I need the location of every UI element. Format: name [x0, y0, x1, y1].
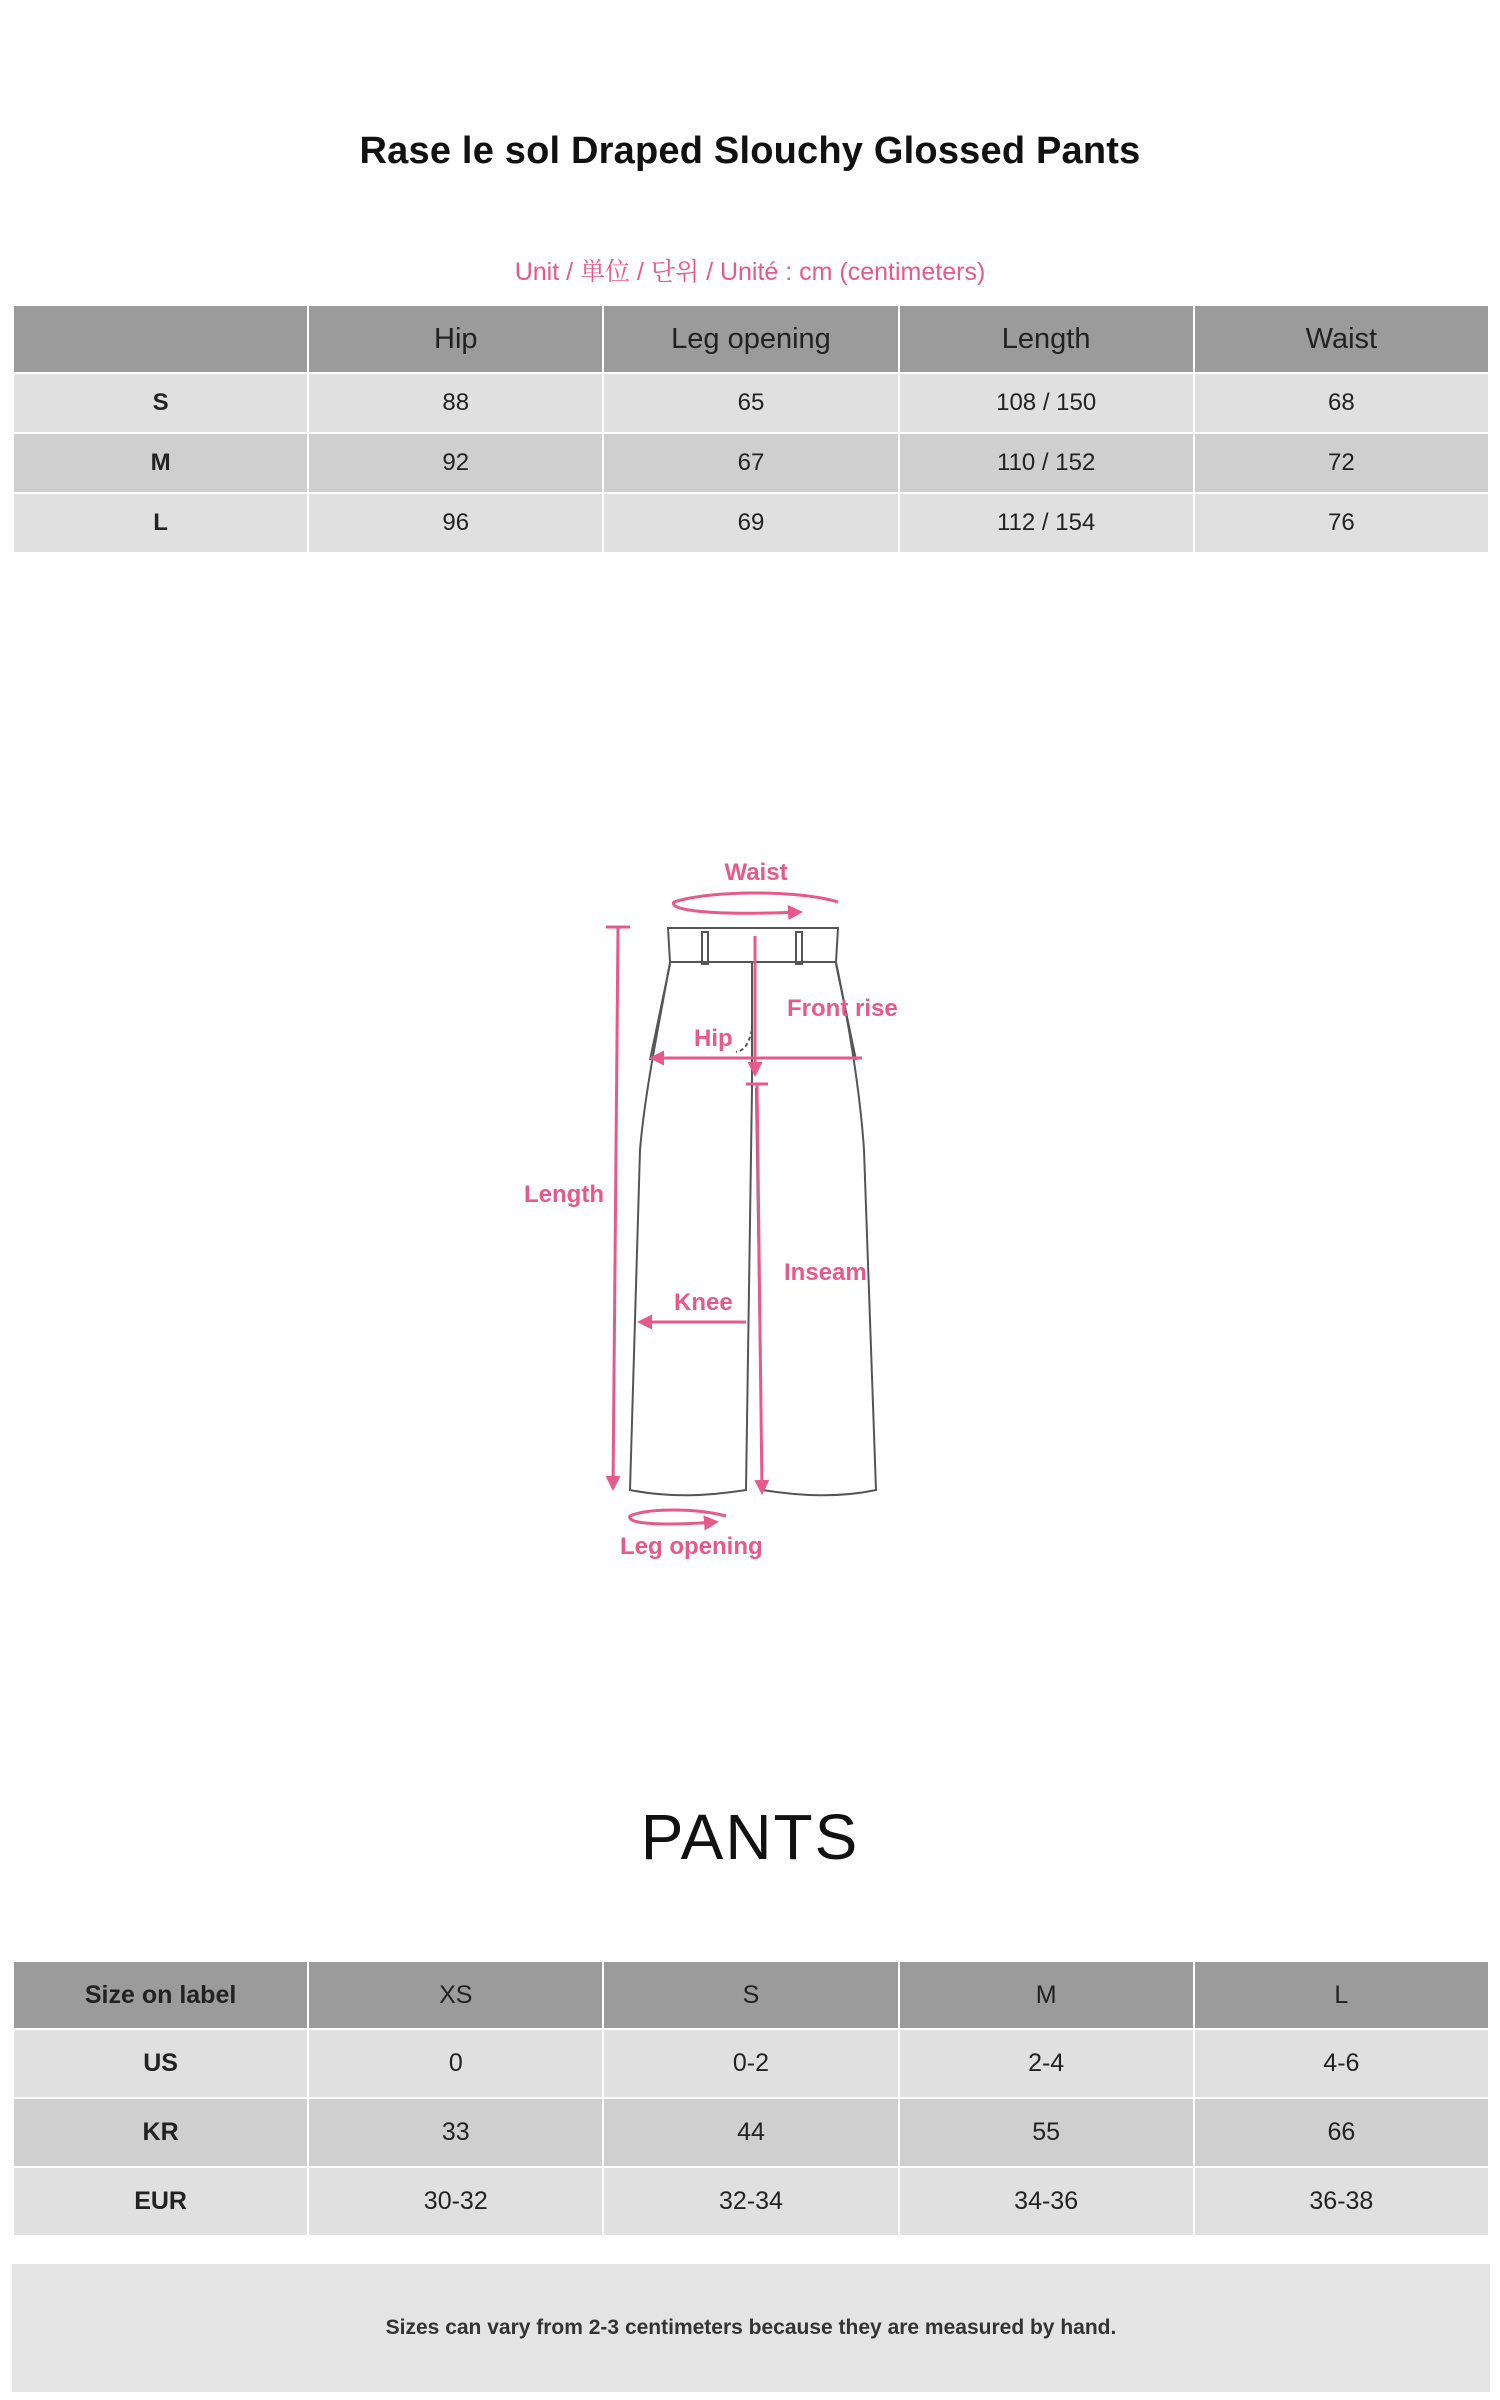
size-cell: L: [14, 494, 307, 552]
hip-cell: 96: [309, 494, 602, 552]
size-value-cell: 2-4: [900, 2030, 1193, 2097]
size-value-cell: 0-2: [604, 2030, 897, 2097]
front-rise-label: Front rise: [787, 995, 898, 1022]
table-row: [14, 2099, 1488, 2166]
hip-cell: 88: [309, 374, 602, 432]
leg-opening-cell: 69: [604, 494, 897, 552]
size-value-cell: 36-38: [1195, 2168, 1488, 2235]
hip-label: Hip: [694, 1025, 733, 1052]
leg-opening-label: Leg opening: [620, 1533, 763, 1560]
size-value-cell: 66: [1195, 2099, 1488, 2166]
knee-label: Knee: [674, 1289, 733, 1316]
size-value-cell: 44: [604, 2099, 897, 2166]
waist-cell: 76: [1195, 494, 1488, 552]
pants-measurement-diagram: [500, 840, 1000, 1570]
length-cell: 112 / 154: [900, 494, 1193, 552]
region-cell: US: [14, 2030, 307, 2097]
page-title: Rase le sol Draped Slouchy Glossed Pants: [359, 130, 1141, 172]
size-value-cell: 30-32: [309, 2168, 602, 2235]
measurement-table: [12, 304, 1490, 554]
header-hip: Hip: [309, 306, 602, 372]
unit-note: Unit / 単位 / 단위 / Unité : cm (centimeters): [514, 258, 986, 286]
header-empty: [14, 306, 307, 372]
waist-cell: 68: [1195, 374, 1488, 432]
size-value-cell: 0: [309, 2030, 602, 2097]
header-xs: XS: [309, 1962, 602, 2028]
region-cell: EUR: [14, 2168, 307, 2235]
hip-cell: 92: [309, 434, 602, 492]
header-waist: Waist: [1195, 306, 1488, 372]
header-l: L: [1195, 1962, 1488, 2028]
length-arrow-icon: [606, 927, 630, 1488]
section-heading: PANTS: [640, 1801, 860, 1873]
length-cell: 110 / 152: [900, 434, 1193, 492]
size-value-cell: 4-6: [1195, 2030, 1488, 2097]
size-value-cell: 33: [309, 2099, 602, 2166]
leg-opening-arrow-icon: [630, 1510, 726, 1524]
size-cell: M: [14, 434, 307, 492]
size-value-cell: 55: [900, 2099, 1193, 2166]
size-header-row: [14, 1962, 1488, 2028]
table-row: [14, 374, 1488, 432]
leg-opening-cell: 65: [604, 374, 897, 432]
table-row: [14, 2030, 1488, 2097]
waist-cell: 72: [1195, 434, 1488, 492]
leg-opening-cell: 67: [604, 434, 897, 492]
table-row: [14, 2168, 1488, 2235]
footnote: Sizes can vary from 2-3 centimeters because they are measured by hand.: [12, 2264, 1490, 2392]
measurement-header-row: [14, 306, 1488, 372]
header-size-on-label: Size on label: [14, 1962, 307, 2028]
size-value-cell: 32-34: [604, 2168, 897, 2235]
waist-label: Waist: [724, 859, 788, 886]
waist-arrow-icon: [673, 893, 838, 913]
size-conversion-table: [12, 1960, 1490, 2237]
header-s: S: [604, 1962, 897, 2028]
header-leg-opening: Leg opening: [604, 306, 897, 372]
region-cell: KR: [14, 2099, 307, 2166]
table-row: [14, 494, 1488, 552]
length-label: Length: [524, 1181, 604, 1208]
header-m: M: [900, 1962, 1193, 2028]
header-length: Length: [900, 306, 1193, 372]
size-cell: S: [14, 374, 307, 432]
table-row: [14, 434, 1488, 492]
size-value-cell: 34-36: [900, 2168, 1193, 2235]
inseam-label: Inseam: [784, 1259, 867, 1286]
length-cell: 108 / 150: [900, 374, 1193, 432]
